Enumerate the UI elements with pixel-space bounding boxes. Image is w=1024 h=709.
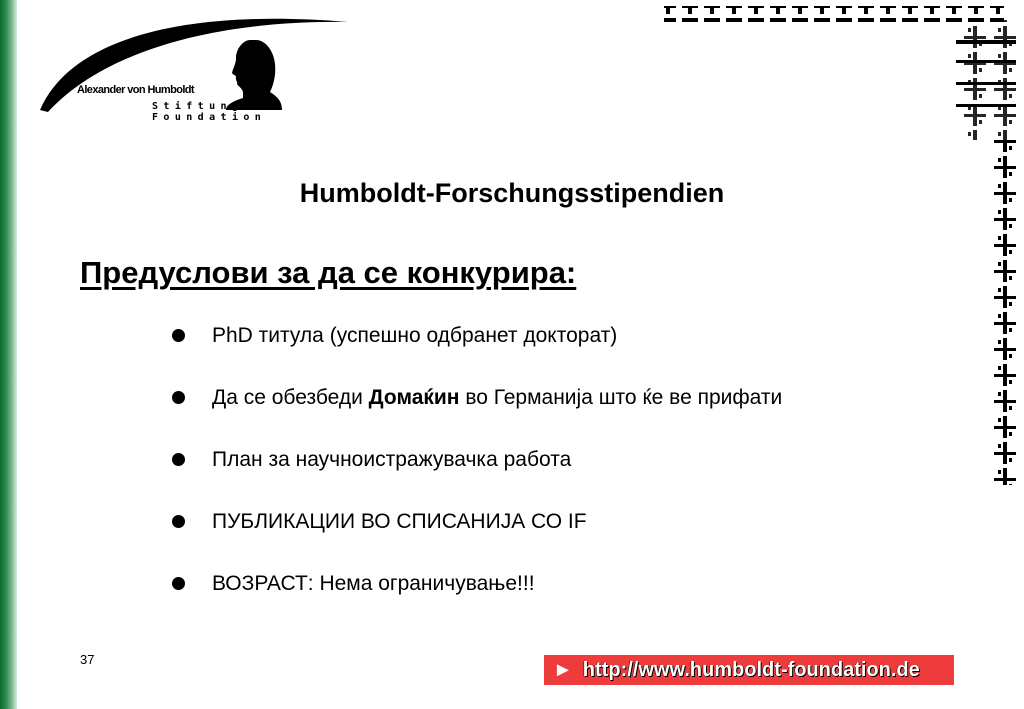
list-item-text: ВОЗРАСТ: Нема ограничување!!! xyxy=(212,572,535,595)
bullet-dot-icon xyxy=(172,453,185,466)
slide-title-text: Humboldt-Forschungsstipendien xyxy=(299,178,725,208)
list-item xyxy=(172,568,782,630)
list-item-text: PhD титула (успешно одбранет докторат) xyxy=(212,324,618,347)
section-heading: Предуслови за да се конкурира: xyxy=(80,255,577,290)
list-item xyxy=(172,444,782,506)
logo-name-text: Alexander von Humboldt xyxy=(77,84,194,96)
list-item xyxy=(172,506,782,568)
foundation-link-text[interactable]: http://www.humboldt-foundation.de xyxy=(582,658,920,681)
bullet-dot-icon xyxy=(172,391,185,404)
page-number: 37 xyxy=(80,652,95,667)
bullet-dot-icon xyxy=(172,577,185,590)
list-item-text: План за научноистражувачка работа xyxy=(212,448,572,471)
list-item-text: ПУБЛИКАЦИИ ВО СПИСАНИЈА СО IF xyxy=(212,510,587,533)
slide-title xyxy=(0,178,1024,209)
bullet-dot-icon xyxy=(172,515,185,528)
bullet-dot-icon xyxy=(172,329,185,342)
left-green-stripe xyxy=(0,0,17,709)
list-item xyxy=(172,320,782,382)
play-arrow-icon: ► xyxy=(553,658,573,681)
list-item-text: Да се обезбеди Домаќин во Германија што ќе ве прифати xyxy=(212,386,783,409)
humboldt-logo xyxy=(30,0,370,130)
requirements-list xyxy=(172,320,782,630)
list-item xyxy=(172,382,782,444)
foundation-link[interactable] xyxy=(544,655,954,685)
logo-subtitle-text: Stiftung / Foundation xyxy=(152,101,267,123)
